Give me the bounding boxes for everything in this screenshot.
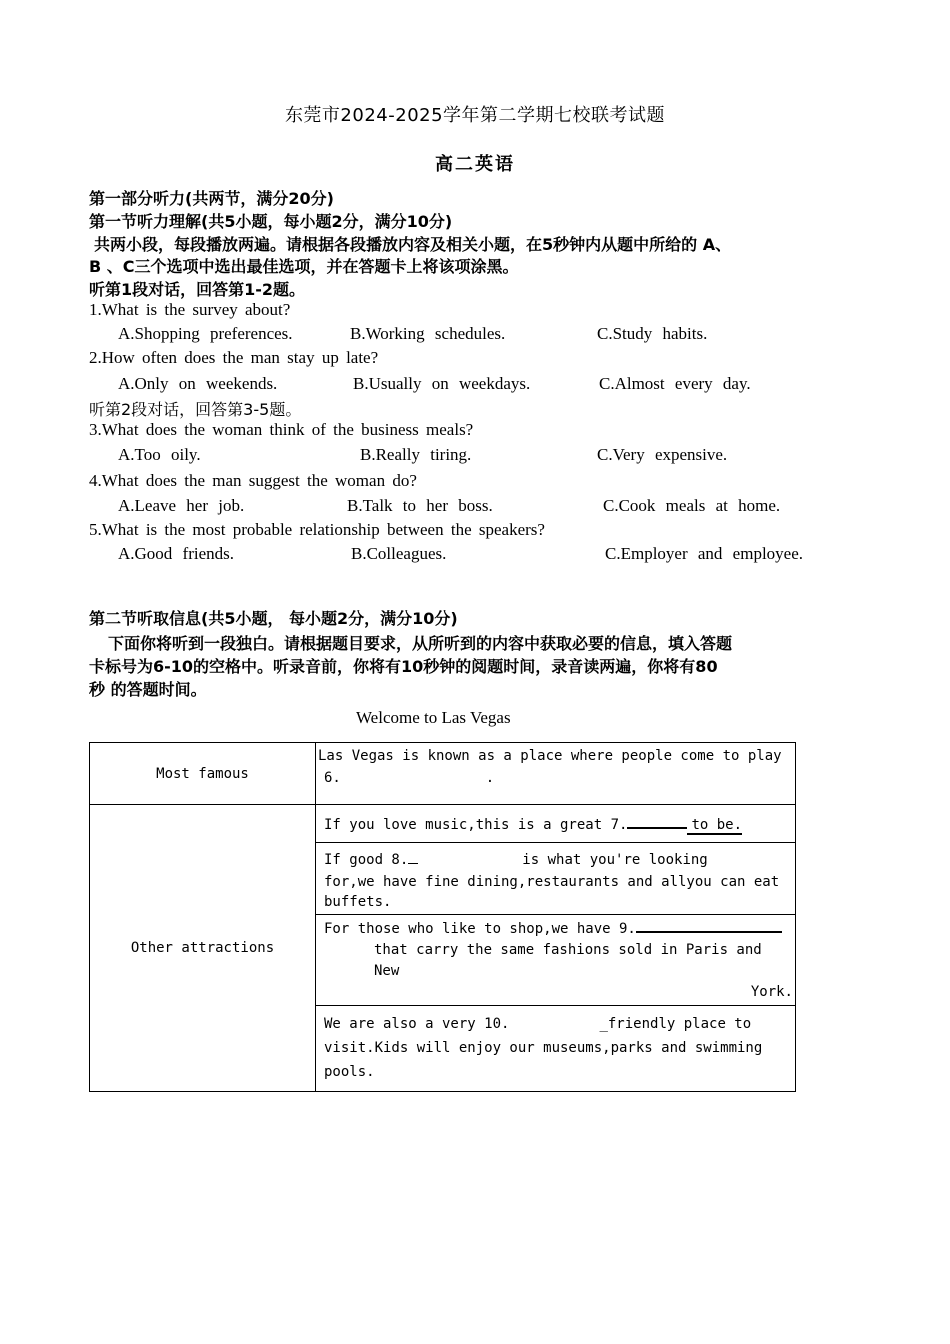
row-food-line2: for,we have fine dining,restaurants and allyou can eat [324,874,780,890]
row-label-other-attractions [90,805,316,1092]
row-shopping-line2: that carry the same fashions sold in Paris and New [374,942,762,979]
question-4-option-c: C.Cook meals at home. [603,496,781,515]
question-4-option-b: B.Talk to her boss. [347,496,493,515]
question-2-stem: 2.How often does the man stay up late? [89,348,379,367]
question-2-option-a: A.Only on weekends. [118,374,278,393]
question-2-option-c: C.Almost every day. [599,374,751,393]
section1-instructions-line1: 共两小段，每段播放两遍。请根据各段播放内容及相关小题，在5秒钟内从题中所给的 A、 [94,235,732,254]
row-attraction-food [316,843,796,915]
question-1-option-a: A.Shopping preferences. [118,324,293,343]
blank-8-line [408,849,418,864]
dialogue1-heading: 听第1段对话，回答第1-2题。 [89,280,306,299]
section1-heading: 第一节听力理解(共5小题，每小题2分，满分10分) [89,212,453,231]
blank-7-text: If you love music,this is a great 7. [324,817,628,833]
blank-8-text: If good 8. [324,852,409,868]
blank-9-text: For those who like to shop,we have 9. [324,921,636,937]
section2-instructions-line2: 卡标号为6-10的空格中。听录音前，你将有10秒钟的阅题时间，录音读两遍，你将有80 [89,657,718,676]
row-most-famous-content [316,743,796,805]
exam-title: 东莞市2024-2025学年第二学期七校联考试题 [284,105,666,126]
exam-subtitle: 高二英语 [435,154,515,175]
table-title: Welcome to Las Vegas [356,708,511,727]
question-2-option-b: B.Usually on weekdays. [353,374,531,393]
question-1-stem: 1.What is the survey about? [89,300,291,319]
row-food-line3: buffets. [324,894,392,910]
question-1-option-b: B.Working schedules. [350,324,506,343]
blank-10-text: We are also a very 10. [324,1016,510,1032]
blank-10-mid: _friendly place to [599,1016,752,1032]
row-attraction-shopping [316,915,796,1006]
part1-heading: 第一部分听力(共两节，满分20分) [89,189,334,208]
row-label-text: Other attractions [130,940,275,956]
section2-instructions-line3: 秒 的答题时间。 [89,680,207,699]
question-5-option-c: C.Employer and employee. [605,544,804,563]
row-family-line3: pools. [324,1064,375,1080]
question-1-option-c: C.Study habits. [597,324,708,343]
question-3-stem: 3.What does the woman think of the business meals? [89,420,474,439]
question-4-option-a: A.Leave her job. [118,496,245,515]
question-4-stem: 4.What does the man suggest the woman do? [89,471,417,490]
blank-7-end: to be. [687,817,742,835]
question-5-option-b: B.Colleagues. [351,544,447,563]
row-shopping-line3: York. [750,984,793,1000]
question-3-option-c: C.Very expensive. [597,445,728,464]
question-5-stem: 5.What is the most probable relationship between the speakers? [89,520,545,539]
section2-heading: 第二节听取信息(共5小题， 每小题2分，满分10分) [89,609,458,628]
question-5-option-a: A.Good friends. [118,544,235,563]
row-label-most-famous [90,743,316,805]
row-label-text: Most famous [156,765,249,782]
blank-6-end: . [485,770,495,786]
row1-blank-line [318,767,793,789]
blank-6-number: 6. [324,770,341,786]
info-table [89,742,796,1092]
question-3-option-b: B.Really tiring. [360,445,472,464]
blank-9-line [636,917,782,933]
blank-8-mid: is what you're looking [522,852,708,868]
question-3-option-a: A.Too oily. [118,445,201,464]
dialogue2-heading: 听第2段对话，回答第3-5题。 [89,400,302,419]
row-family-line2: visit.Kids will enjoy our museums,parks and swimming [324,1040,763,1056]
section1-instructions-line2: B 、C三个选项中选出最佳选项，并在答题卡上将该项涂黑。 [89,257,519,276]
row1-text: Las Vegas is known as a place where people come to play [318,748,782,764]
section2-instructions-line1: 下面你将听到一段独白。请根据题目要求，从所听到的内容中获取必要的信息，填入答题 [108,634,733,653]
blank-7-line [627,813,687,829]
row-attraction-music [316,805,796,843]
row-attraction-family [316,1006,796,1092]
